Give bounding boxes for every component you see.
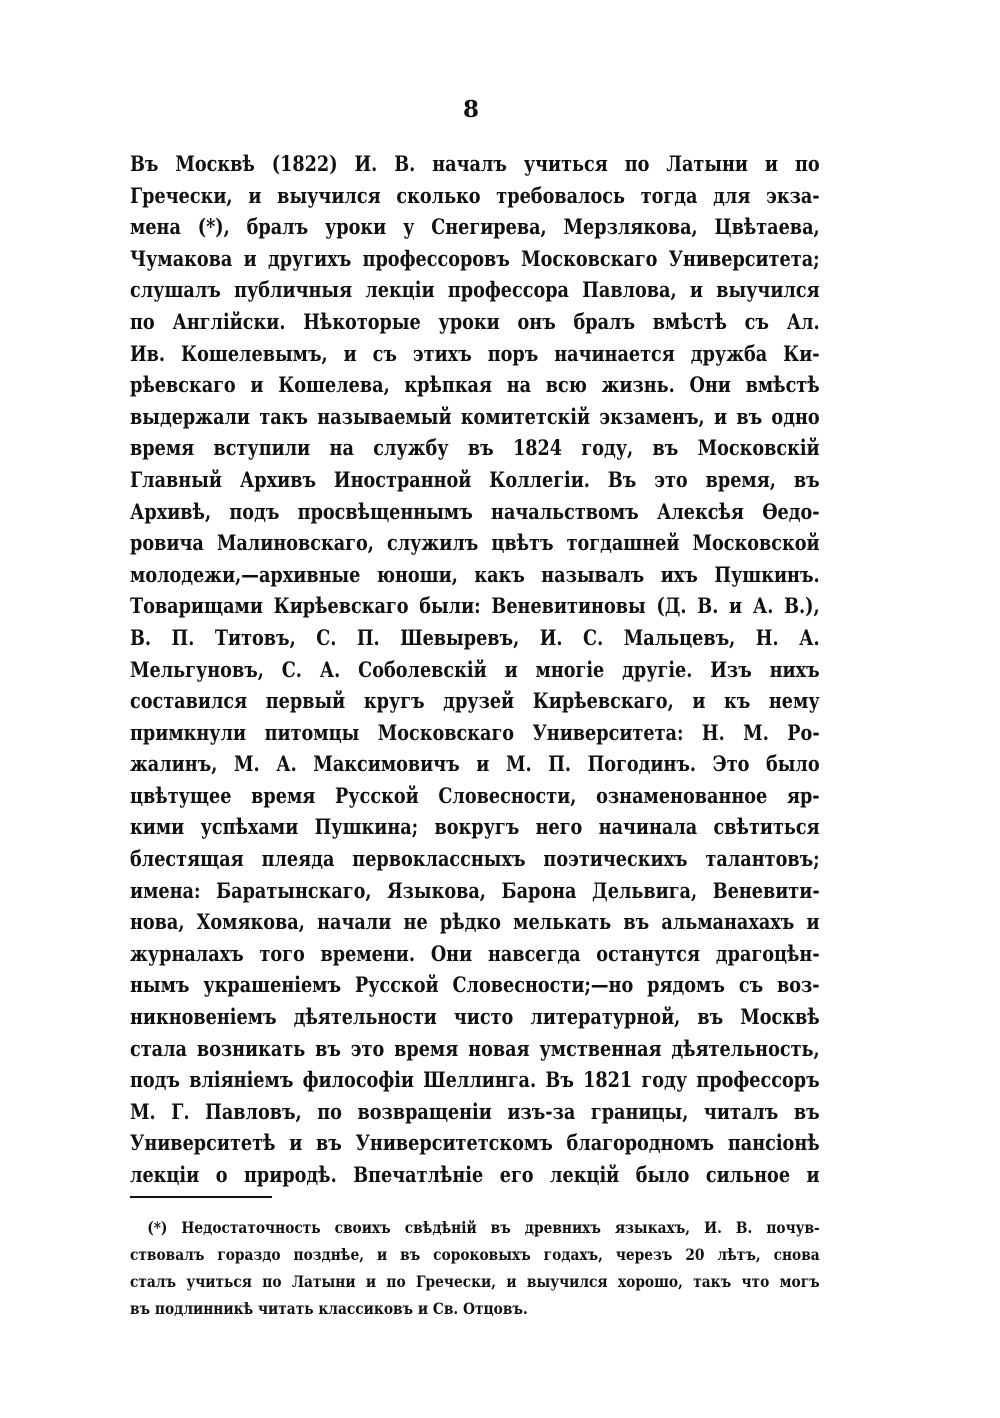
text-line: Въ Москвѣ (1822) И. В. началъ учиться по Латыни и по xyxy=(130,151,820,176)
text-line: имена: Баратынскаго, Языкова, Барона Дельвига, Веневити- xyxy=(130,877,820,903)
text-line: журналахъ того времени. Они навсегда останутся драгоцѣн- xyxy=(130,940,820,966)
text-line: молодежи,—архивные юноши, какъ называлъ ихъ Пушкинъ. xyxy=(130,561,820,587)
text-line: Архивѣ, подъ просвѣщеннымъ начальствомъ Алексѣя Ѳедо- xyxy=(130,498,820,524)
footnote xyxy=(130,1214,820,1322)
text-line: лекціи о природѣ. Впечатлѣніе его лекцій было сильное и xyxy=(130,1162,820,1187)
text-line: нымъ украшеніемъ Русской Словесности;—но рядомъ съ воз- xyxy=(130,972,820,998)
text-line: Мельгуновъ, С. А. Соболевскій и многіе другіе. Изъ нихъ xyxy=(130,656,820,682)
text-line: Ив. Кошелевымъ, и съ этихъ поръ начинается дружба Ки- xyxy=(130,340,820,366)
footnote-line: ствовалъ гораздо позднѣе, и въ сороковыхъ годахъ, черезъ 20 лѣтъ, снова xyxy=(130,1245,820,1264)
text-line: Товарищами Кирѣевскаго были: Веневитиновы (Д. В. и А. В.), xyxy=(130,593,820,619)
text-line: Чумакова и другихъ профессоровъ Московскаго Университета; xyxy=(130,245,820,271)
page-number: 8 xyxy=(462,96,479,123)
text-line: подъ вліяніемъ философіи Шеллинга. Въ 1821 году профессоръ xyxy=(130,1067,820,1093)
text-line: В. П. Титовъ, С. П. Шевыревъ, И. С. Мальцевъ, Н. А. xyxy=(130,624,820,650)
text-line: М. Г. Павловъ, по возвращеніи изъ-за границы, читалъ въ xyxy=(130,1098,820,1124)
footnote-line: въ подлинникѣ читать классиковъ и Св. Отцовъ. xyxy=(130,1299,528,1318)
footnote-line: (*) Недостаточность своихъ свѣдѣній въ древнихъ языкахъ, И. В. почув- xyxy=(147,1218,820,1237)
text-line: Главный Архивъ Иностранной Коллегіи. Въ это время, въ xyxy=(130,466,820,492)
text-line: кими успѣхами Пушкина; вокругъ него начинала свѣтиться xyxy=(130,814,820,840)
text-line: рѣевскаго и Кошелева, крѣпкая на всю жизнь. Они вмѣстѣ xyxy=(130,372,820,398)
footnote-divider xyxy=(130,1196,272,1198)
text-line: примкнули питомцы Московскаго Университета: Н. М. Ро- xyxy=(130,719,820,745)
text-line: нова, Хомякова, начали не рѣдко мелькать въ альманахахъ и xyxy=(130,909,820,935)
text-line: слушалъ публичныя лекціи профессора Павлова, и выучился xyxy=(130,277,820,303)
text-line: время вступили на службу въ 1824 году, въ Московскій xyxy=(130,435,820,461)
body-text xyxy=(130,148,820,1191)
text-line: Гречески, и выучился сколько требовалось тогда для экза- xyxy=(130,182,820,208)
text-line: цвѣтущее время Русской Словесности, ознаменованное яр- xyxy=(130,782,820,808)
text-line: ровича Малиновскаго, служилъ цвѣтъ тогдашней Московской xyxy=(130,530,820,556)
text-line: мена (*), бралъ уроки у Снегирева, Мерзлякова, Цвѣтаева, xyxy=(130,214,820,240)
text-line: никновеніемъ дѣятельности чисто литературной, въ Москвѣ xyxy=(130,1004,820,1030)
text-line: Университетѣ и въ Университетскомъ благородномъ пансіонѣ xyxy=(130,1130,820,1156)
text-line: блестящая плеяда первоклассныхъ поэтическихъ талантовъ; xyxy=(130,846,820,872)
footnote-line: сталъ учиться по Латыни и по Гречески, и выучился хорошо, такъ что могъ xyxy=(130,1272,820,1291)
text-line: составился первый кругъ друзей Кирѣевскаго, и къ нему xyxy=(130,688,820,714)
text-line: выдержали такъ называемый комитетскій экзаменъ, и въ одно xyxy=(130,403,820,429)
text-line: жалинъ, М. А. Максимовичъ и М. П. Погодинъ. Это было xyxy=(130,751,820,777)
text-line: по Англійски. Нѣкоторые уроки онъ бралъ вмѣстѣ съ Ал. xyxy=(130,308,820,334)
text-line: стала возникать въ это время новая умственная дѣятельность, xyxy=(130,1035,820,1061)
